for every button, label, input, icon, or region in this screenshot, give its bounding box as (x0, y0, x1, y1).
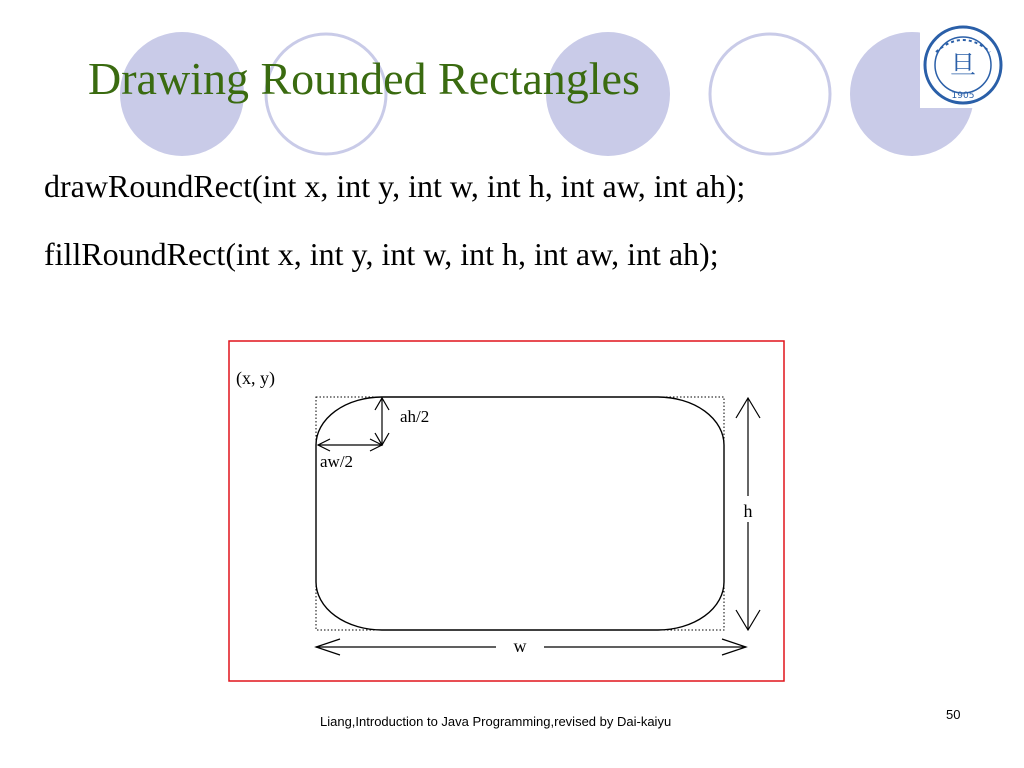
round-rect-diagram (228, 340, 786, 684)
origin-label: (x, y) (236, 368, 275, 388)
university-seal-logo (920, 22, 1006, 113)
aw-half-label: aw/2 (320, 452, 354, 471)
slide-footer: Liang,Introduction to Java Programming,revised by Dai-kaiyu (320, 714, 672, 729)
seal-year: 1905 (951, 91, 975, 101)
ah-half-label: ah/2 (400, 407, 430, 426)
width-label: w (513, 636, 527, 656)
decor-circle-outline (710, 34, 830, 154)
height-label: h (743, 501, 753, 521)
page-number: 50 (946, 707, 961, 722)
slide-title: Drawing Rounded Rectangles (88, 53, 640, 104)
draw-round-rect-signature: drawRoundRect(int x, int y, int w, int h, int aw, int ah); (44, 168, 746, 204)
seal-glyph: 旦 (949, 51, 977, 81)
fill-round-rect-signature: fillRoundRect(int x, int y, int w, int h, int aw, int ah); (44, 236, 719, 272)
